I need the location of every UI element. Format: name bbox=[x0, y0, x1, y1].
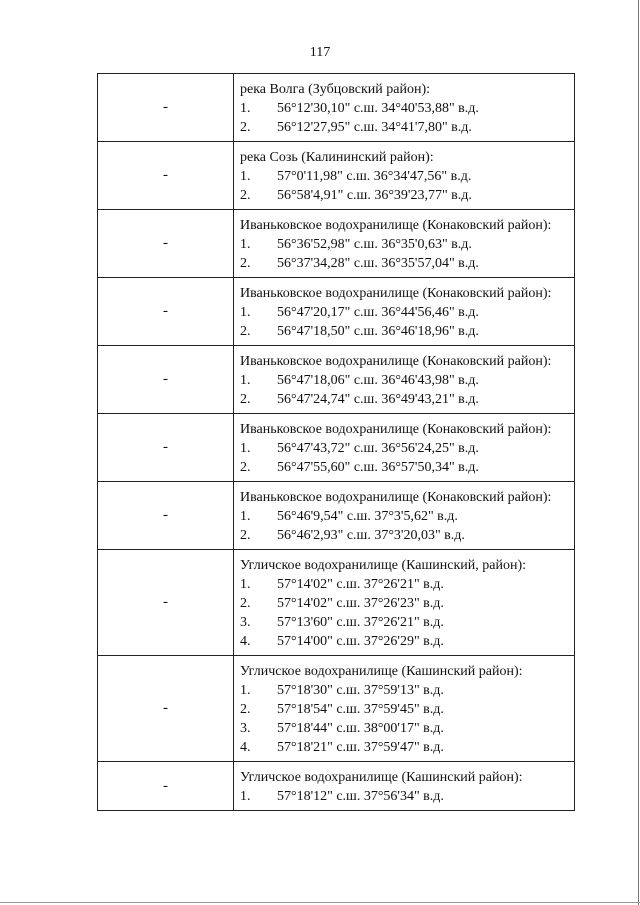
coordinate-number: 2. bbox=[240, 528, 251, 543]
row-marker: - bbox=[98, 414, 234, 482]
coordinate-line bbox=[240, 186, 566, 205]
coordinate-line bbox=[240, 254, 566, 273]
coordinate-line bbox=[240, 371, 566, 390]
coordinates-table-body bbox=[98, 74, 575, 811]
coordinate-number: 1. bbox=[240, 305, 251, 320]
coordinate-value: 56°47'18,50" с.ш. 36°46'18,96" в.д. bbox=[277, 324, 479, 339]
coordinate-line bbox=[240, 594, 566, 613]
location-cell bbox=[234, 656, 575, 762]
coordinate-number: 1. bbox=[240, 683, 251, 698]
coordinate-value: 56°47'55,60" с.ш. 36°57'50,34" в.д. bbox=[277, 460, 479, 475]
coordinate-line bbox=[240, 787, 566, 806]
coordinate-number: 1. bbox=[240, 373, 251, 388]
coordinates-table bbox=[97, 73, 575, 811]
coordinate-line bbox=[240, 458, 566, 477]
row-marker: - bbox=[98, 762, 234, 811]
coordinate-value: 56°12'27,95" с.ш. 34°41'7,80" в.д. bbox=[277, 120, 472, 135]
coordinate-line bbox=[240, 390, 566, 409]
coordinate-value: 57°18'30" с.ш. 37°59'13" в.д. bbox=[277, 683, 444, 698]
coordinate-line bbox=[240, 439, 566, 458]
coordinate-number: 2. bbox=[240, 702, 251, 717]
table-row bbox=[98, 414, 575, 482]
row-marker: - bbox=[98, 74, 234, 142]
coordinate-line bbox=[240, 719, 566, 738]
coordinate-value: 57°14'00" с.ш. 37°26'29" в.д. bbox=[277, 634, 444, 649]
location-title: Угличское водохранилище (Кашинский район): bbox=[240, 664, 523, 679]
row-marker: - bbox=[98, 656, 234, 762]
location-cell bbox=[234, 278, 575, 346]
location-title: Угличское водохранилище (Кашинский, район): bbox=[240, 558, 527, 573]
row-marker: - bbox=[98, 550, 234, 656]
table-row bbox=[98, 210, 575, 278]
coordinate-value: 56°47'20,17" с.ш. 36°44'56,46" в.д. bbox=[277, 305, 479, 320]
coordinate-value: 56°46'9,54" с.ш. 37°3'5,62" в.д. bbox=[277, 509, 458, 524]
coordinate-line bbox=[240, 99, 566, 118]
coordinate-number: 1. bbox=[240, 789, 251, 804]
location-title: Иваньковское водохранилище (Конаковский район): bbox=[240, 354, 552, 369]
row-marker: - bbox=[98, 210, 234, 278]
coordinate-value: 57°14'02" с.ш. 37°26'21" в.д. bbox=[277, 577, 444, 592]
coordinate-value: 57°18'44" с.ш. 38°00'17" в.д. bbox=[277, 721, 444, 736]
location-cell bbox=[234, 550, 575, 656]
coordinate-number: 1. bbox=[240, 237, 251, 252]
coordinate-number: 2. bbox=[240, 324, 251, 339]
table-row bbox=[98, 656, 575, 762]
row-marker: - bbox=[98, 142, 234, 210]
row-marker: - bbox=[98, 346, 234, 414]
location-cell bbox=[234, 414, 575, 482]
scan-edge-bottom bbox=[0, 902, 640, 903]
coordinate-value: 56°46'2,93" с.ш. 37°3'20,03" в.д. bbox=[277, 528, 465, 543]
table-row bbox=[98, 74, 575, 142]
coordinate-line bbox=[240, 681, 566, 700]
coordinate-line bbox=[240, 303, 566, 322]
coordinate-number: 2. bbox=[240, 188, 251, 203]
table-row bbox=[98, 762, 575, 811]
coordinate-value: 56°47'24,74" с.ш. 36°49'43,21" в.д. bbox=[277, 392, 479, 407]
coordinate-number: 2. bbox=[240, 460, 251, 475]
coordinate-number: 1. bbox=[240, 169, 251, 184]
coordinate-value: 57°13'60" с.ш. 37°26'21" в.д. bbox=[277, 615, 444, 630]
coordinate-line bbox=[240, 507, 566, 526]
coordinate-value: 57°18'21" с.ш. 37°59'47" в.д. bbox=[277, 740, 444, 755]
coordinate-number: 1. bbox=[240, 509, 251, 524]
location-cell bbox=[234, 142, 575, 210]
coordinate-value: 56°36'52,98" с.ш. 36°35'0,63" в.д. bbox=[277, 237, 472, 252]
coordinate-number: 2. bbox=[240, 392, 251, 407]
location-cell bbox=[234, 74, 575, 142]
coordinate-number: 2. bbox=[240, 120, 251, 135]
coordinate-number: 2. bbox=[240, 256, 251, 271]
coordinate-value: 56°47'18,06" с.ш. 36°46'43,98" в.д. bbox=[277, 373, 479, 388]
table-row bbox=[98, 550, 575, 656]
scan-edge-right bbox=[638, 0, 639, 905]
coordinate-number: 4. bbox=[240, 634, 251, 649]
coordinate-value: 57°18'12" с.ш. 37°56'34" в.д. bbox=[277, 789, 444, 804]
row-marker: - bbox=[98, 482, 234, 550]
coordinate-line bbox=[240, 118, 566, 137]
coordinate-line bbox=[240, 700, 566, 719]
location-cell bbox=[234, 210, 575, 278]
location-title: Иваньковское водохранилище (Конаковский район): bbox=[240, 422, 552, 437]
coordinate-line bbox=[240, 575, 566, 594]
coordinate-number: 4. bbox=[240, 740, 251, 755]
coordinate-value: 57°14'02" с.ш. 37°26'23" в.д. bbox=[277, 596, 444, 611]
location-title: река Волга (Зубцовский район): bbox=[240, 82, 430, 97]
coordinate-number: 2. bbox=[240, 596, 251, 611]
coordinate-value: 57°0'11,98" с.ш. 36°34'47,56" в.д. bbox=[277, 169, 472, 184]
coordinate-value: 56°37'34,28" с.ш. 36°35'57,04" в.д. bbox=[277, 256, 479, 271]
coordinate-line bbox=[240, 613, 566, 632]
table-row bbox=[98, 278, 575, 346]
table-row bbox=[98, 482, 575, 550]
coordinate-number: 3. bbox=[240, 721, 251, 736]
location-title: река Созь (Калининский район): bbox=[240, 150, 434, 165]
coordinate-line bbox=[240, 235, 566, 254]
coordinate-line bbox=[240, 526, 566, 545]
location-cell bbox=[234, 762, 575, 811]
location-title: Угличское водохранилище (Кашинский район): bbox=[240, 770, 523, 785]
location-title: Иваньковское водохранилище (Конаковский район): bbox=[240, 286, 552, 301]
location-cell bbox=[234, 346, 575, 414]
coordinate-line bbox=[240, 167, 566, 186]
location-title: Иваньковское водохранилище (Конаковский район): bbox=[240, 490, 552, 505]
coordinate-number: 1. bbox=[240, 101, 251, 116]
coordinate-value: 56°58'4,91" с.ш. 36°39'23,77" в.д. bbox=[277, 188, 472, 203]
coordinate-line bbox=[240, 738, 566, 757]
coordinate-number: 1. bbox=[240, 441, 251, 456]
coordinate-number: 1. bbox=[240, 577, 251, 592]
table-row bbox=[98, 346, 575, 414]
page-number: 117 bbox=[309, 45, 331, 60]
coordinate-value: 56°12'30,10" с.ш. 34°40'53,88" в.д. bbox=[277, 101, 479, 116]
coordinate-number: 3. bbox=[240, 615, 251, 630]
coordinate-line bbox=[240, 322, 566, 341]
location-cell bbox=[234, 482, 575, 550]
table-row bbox=[98, 142, 575, 210]
location-title: Иваньковское водохранилище (Конаковский район): bbox=[240, 218, 552, 233]
row-marker: - bbox=[98, 278, 234, 346]
coordinate-line bbox=[240, 632, 566, 651]
coordinate-value: 56°47'43,72" с.ш. 36°56'24,25" в.д. bbox=[277, 441, 479, 456]
coordinate-value: 57°18'54" с.ш. 37°59'45" в.д. bbox=[277, 702, 444, 717]
